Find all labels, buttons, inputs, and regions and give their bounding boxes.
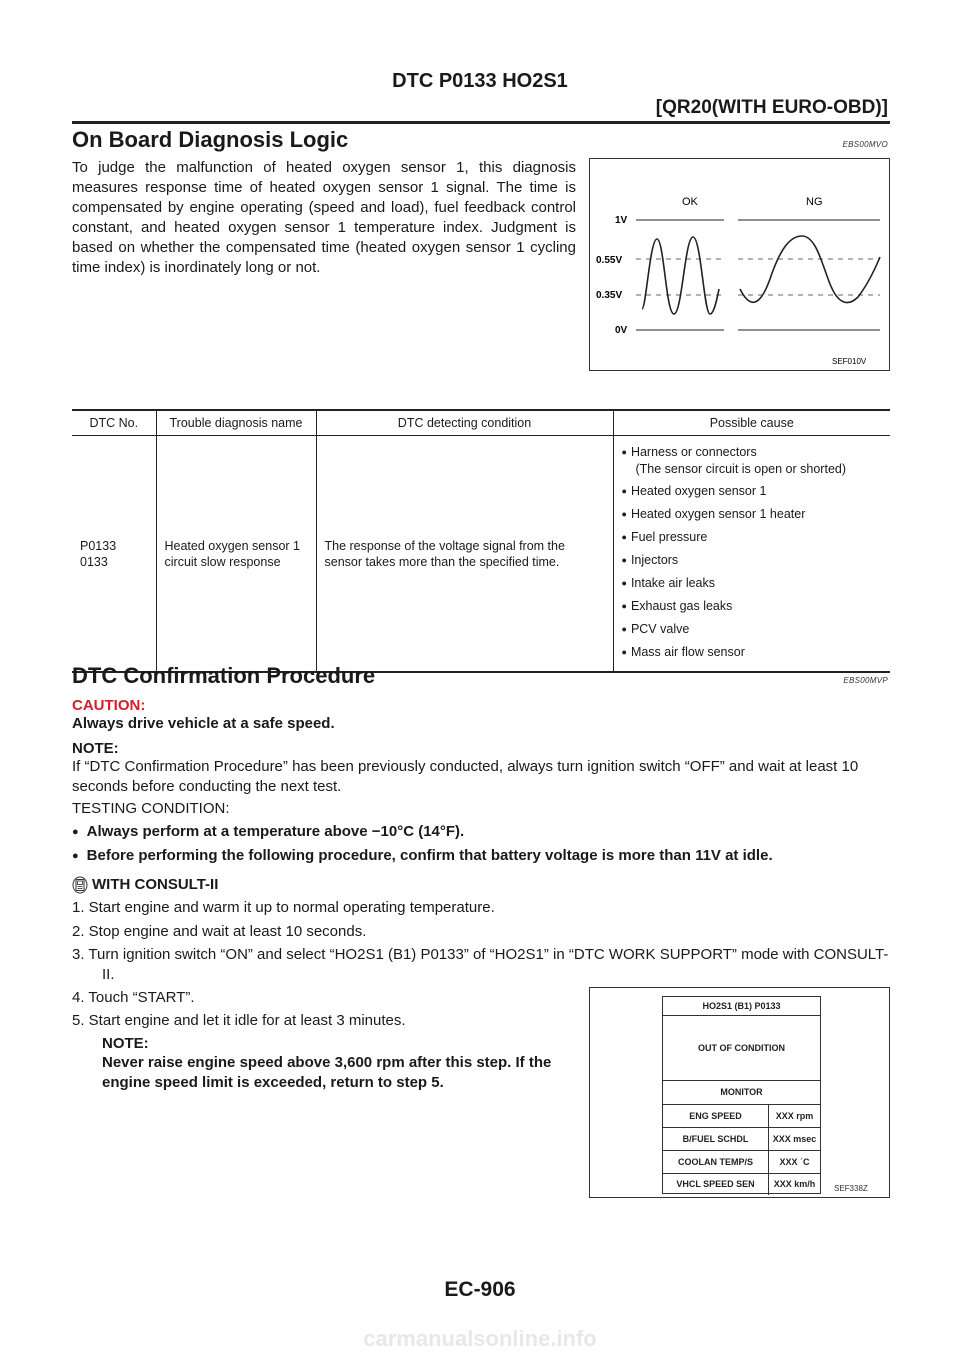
page-title: DTC P0133 HO2S1 (392, 70, 568, 92)
table-row (663, 1151, 820, 1174)
monitor-item-name: B/FUEL SCHDL (663, 1128, 769, 1150)
step5-note-label: NOTE: (102, 1035, 149, 1052)
y-label-0v: 0V (615, 325, 628, 336)
section-title-diagnosis-logic: On Board Diagnosis Logic (72, 127, 349, 152)
monitor-item-name: COOLAN TEMP/S (663, 1151, 769, 1173)
condition-bullet-battery: ● Before performing the following procedure, confirm that battery voltage is more than 11V at idle. (72, 847, 773, 864)
monitor-item-value: XXX ˊC (779, 1157, 810, 1167)
cell-condition: The response of the voltage signal from the sensor takes more than the specified time. (316, 436, 613, 673)
consult-screen-title: HO2S1 (B1) P0133 (663, 997, 820, 1016)
dtc-code-short: 0133 (80, 554, 108, 569)
note-label: NOTE: (72, 740, 119, 757)
ok-waveform (642, 237, 719, 314)
section-code-2: EBS00MVP (843, 676, 888, 685)
list-item: ● PCV valve (622, 621, 883, 638)
step-2: 2. Stop engine and wait at least 10 seconds. (72, 923, 367, 940)
testing-condition-label: TESTING CONDITION: (72, 800, 230, 817)
step-5: 5. Start engine and let it idle for at least 3 minutes. (72, 1012, 406, 1029)
cell-diag-name: Heated oxygen sensor 1 circuit slow response (156, 436, 316, 673)
table-row (72, 436, 890, 673)
y-label-055v: 0.55V (596, 255, 623, 266)
list-item: ● Harness or connectors (The sensor circuit is open or shorted) (622, 444, 883, 477)
consult-screen-figure (589, 987, 890, 1198)
col-header-possible-cause: Possible cause (613, 410, 890, 436)
list-item: ● Heated oxygen sensor 1 (622, 483, 883, 500)
section-code: EBS00MVO (842, 140, 888, 149)
figure-code-2: SEF338Z (834, 1184, 868, 1193)
col-header-diag-name: Trouble diagnosis name (156, 410, 316, 436)
condition-bullet-temperature: ● Always perform at a temperature above −10°C (14°F). (72, 823, 464, 840)
list-item: ● Fuel pressure (622, 529, 883, 546)
page-number: EC-906 (444, 1278, 516, 1301)
list-item: ● Intake air leaks (622, 575, 883, 592)
ng-waveform (740, 236, 880, 303)
consult-icon (72, 876, 88, 894)
cell-possible-cause (613, 436, 890, 673)
consult-monitor-label: MONITOR (663, 1081, 820, 1105)
figure-code: SEF010V (832, 357, 867, 366)
watermark: carmanualsonline.info (363, 1326, 597, 1351)
consult-screen (662, 996, 821, 1194)
cause-list (622, 444, 883, 661)
label-ok: OK (682, 196, 698, 208)
caution-label: CAUTION: (72, 697, 146, 714)
engine-variant: [QR20(WITH EURO-OBD)] (655, 97, 888, 118)
list-item: ● Mass air flow sensor (622, 644, 883, 661)
consult-status: OUT OF CONDITION (663, 1016, 820, 1081)
section-title-confirmation: DTC Confirmation Procedure (72, 663, 376, 688)
diagnosis-logic-paragraph: To judge the malfunction of heated oxygen sensor 1, this diagnosis measures response time of heated oxygen sensor 1 signal. The time is compensated by engine operating (speed and load), fuel feedback control constant, and heated oxygen sensor 1 temperature index. Judgment is based on whether the compensated time (heated oxygen sensor 1 cycling time index) is inordinately long or not. (72, 159, 576, 276)
dtc-table-wrapper (72, 409, 890, 673)
step-1: 1. Start engine and warm it up to normal operating temperature. (72, 899, 495, 916)
cell-dtc-no (72, 436, 156, 673)
monitor-item-name: ENG SPEED (663, 1105, 769, 1127)
y-label-1v: 1V (615, 215, 628, 226)
dtc-code: P0133 (80, 538, 117, 553)
monitor-item-value: XXX rpm (775, 1111, 814, 1121)
header-rule (72, 121, 890, 124)
waveform-svg (590, 159, 889, 370)
monitor-item-name: VHCL SPEED SEN (663, 1174, 769, 1195)
step-3: 3. Turn ignition switch “ON” and select “HO2S1 (B1) P0133” of “HO2S1” in “DTC WORK SUPPORT” mode with CONSULT-II. (72, 946, 889, 983)
step5-note-text: Never raise engine speed above 3,600 rpm after this step. If the engine speed limit is exceeded, return to step 5. (102, 1054, 552, 1091)
cause-note: (The sensor circuit is open or shorted) (635, 462, 847, 476)
list-item: ● Injectors (622, 552, 883, 569)
col-header-condition: DTC detecting condition (316, 410, 613, 436)
table-header-row (72, 410, 890, 436)
table-row (663, 1105, 820, 1128)
col-header-dtc-no: DTC No. (72, 410, 156, 436)
consult-heading: WITH CONSULT-II (92, 876, 219, 893)
table-row (663, 1174, 820, 1195)
label-ng: NG (806, 196, 823, 208)
caution-text: Always drive vehicle at a safe speed. (72, 715, 335, 732)
waveform-figure (589, 158, 890, 371)
monitor-item-value: XXX msec (772, 1134, 817, 1144)
table-row (663, 1128, 820, 1151)
list-item: ● Exhaust gas leaks (622, 598, 883, 615)
list-item: ● Heated oxygen sensor 1 heater (622, 506, 883, 523)
y-label-035v: 0.35V (596, 290, 623, 301)
monitor-item-value: XXX km/h (773, 1179, 816, 1189)
note-text: If “DTC Confirmation Procedure” has been previously conducted, always turn ignition switch “OFF” and wait at least 10 seconds before conducting the next test. (72, 758, 859, 795)
step-4: 4. Touch “START”. (72, 989, 195, 1006)
dtc-table (72, 409, 890, 673)
